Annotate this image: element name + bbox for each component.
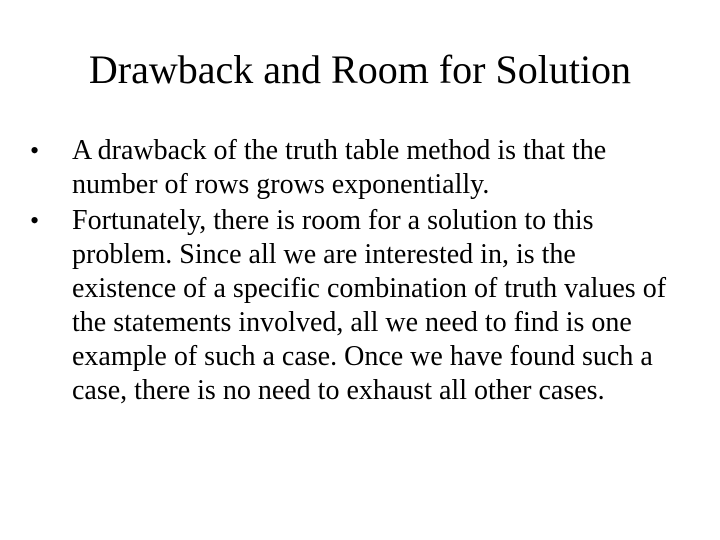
bullet-list bbox=[30, 134, 680, 410]
bullet-text-2: Fortunately, there is room for a solution to this problem. Since all we are interested in, is the existence of a specific combination of truth values of the statements involved, all we need to find is one example of such a case. Once we have found such a case, there is no need to exhaust all other cases. bbox=[72, 205, 667, 406]
bullet-text-1: A drawback of the truth table method is that the number of rows grows exponentially. bbox=[72, 135, 607, 200]
bullet-item-2 bbox=[30, 204, 680, 408]
bullet-dot-icon: • bbox=[30, 136, 40, 165]
bullet-dot-icon: • bbox=[30, 206, 40, 235]
slide-title: Drawback and Room for Solution bbox=[88, 47, 632, 92]
bullet-item-1 bbox=[30, 134, 680, 202]
